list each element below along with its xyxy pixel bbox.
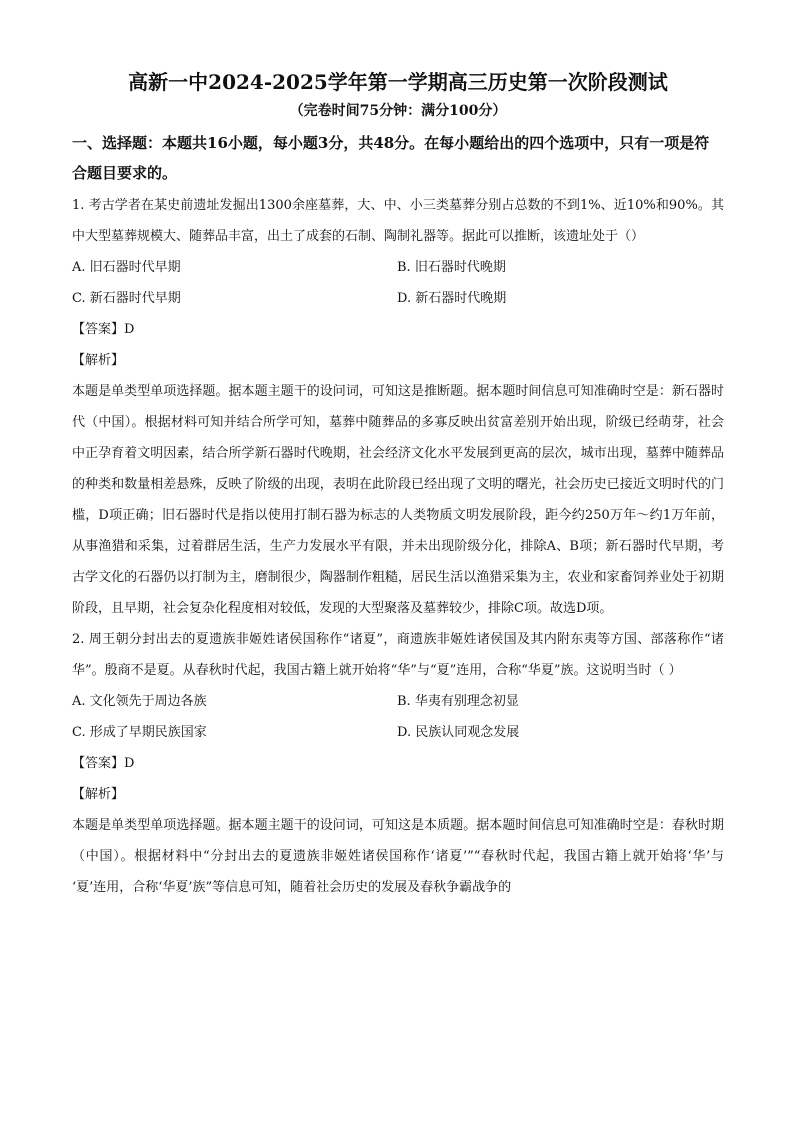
question-1	[72, 190, 724, 624]
answer-label: 【答案】	[72, 322, 125, 337]
question-2	[72, 624, 724, 903]
section-heading: 一、选择题：本题共16小题，每小题3分，共48分。在每小题给出的四个选项中，只有一项是符合题目要求的。	[72, 134, 710, 182]
answer-value: D	[124, 756, 135, 771]
option-d: D. 新石器时代晚期	[397, 291, 507, 306]
option-b: B. 华夷有别理念初显	[397, 694, 519, 709]
analysis-text: 本题是单类型单项选择题。据本题主题干的设问词，可知这是本质题。据本题时间信息可知准确时空是：春秋时期（中国）。根据材料中“分封出去的夏遗族非姬姓诸侯国称作‘诸夏’”“春秋时代起，我国古籍上就开始将‘华’与 ‘夏’连用，合称‘华夏’族”等信息可知，随着社会历史的发展及春秋争霸战争的	[72, 818, 724, 895]
option-c: C. 新石器时代早期	[72, 291, 181, 306]
analysis-label: 【解析】	[72, 787, 125, 802]
answer-value: D	[124, 322, 135, 337]
option-b: B. 旧石器时代晚期	[397, 260, 506, 275]
analysis-label: 【解析】	[72, 353, 125, 368]
page-title: 高新一中2024-2025学年第一学期高三历史第一次阶段测试	[128, 70, 668, 94]
option-a: A. 文化领先于周边各族	[72, 694, 207, 709]
option-list	[72, 686, 724, 748]
document-page	[72, 66, 724, 903]
option-list	[72, 252, 724, 314]
question-stem: 2. 周王朝分封出去的夏遗族非姬姓诸侯国称作“诸夏”，商遗族非姬姓诸侯国及其内附东夷等方国、部落称作“诸华”。殷商不是夏。从春秋时代起，我国古籍上就开始将“华”与“夏”连用，合称“华夏”族。这说明当时（ ）	[72, 632, 724, 678]
analysis-text: 本题是单类型单项选择题。据本题主题干的设问词，可知这是推断题。据本题时间信息可知准确时空是：新石器时代（中国）。根据材料可知并结合所学可知，墓葬中随葬品的多寡反映出贫富差别开始出现，阶级已经萌芽，社会中正孕育着文明因素，结合所学新石器时代晚期，社会经济文化水平发展到更高的层次，城市出现，墓葬中随葬品的种类和数量相差悬殊，反映了阶级的出现，表明在此阶段已经出现了文明的曙光，社会历史已接近文明时代的门槛，D项正确；旧石器时代是指以使用打制石器为标志的人类物质文明发展阶段，距今约250万年～约1万年前，从事渔猎和采集，过着群居生活，生产力发展水平有限，并未出现阶级分化，排除A、B项；新石器时代早期，考古学文化的石器仍以打制为主，磨制很少，陶器制作粗糙，居民生活以渔猎采集为主，农业和家畜饲养业处于初期阶段，且早期，社会复杂化程度相对较低，发现的大型聚落及墓葬较少，排除C项。故选D项。	[72, 384, 724, 616]
answer-line	[72, 748, 724, 779]
question-stem: 1. 考古学者在某史前遗址发掘出1300余座墓葬，大、中、小三类墓葬分别占总数的不到1%、近10%和90%。其中大型墓葬规模大、随葬品丰富，出土了成套的石制、陶制礼器等。据此可以推断，该遗址处于（）	[72, 198, 724, 244]
option-c: C. 形成了早期民族国家	[72, 725, 207, 740]
exam-duration-note: （完卷时间75分钟：满分100分）	[289, 103, 507, 119]
option-d: D. 民族认同观念发展	[397, 725, 520, 740]
answer-line	[72, 314, 724, 345]
answer-label: 【答案】	[72, 756, 125, 771]
option-a: A. 旧石器时代早期	[72, 260, 181, 275]
